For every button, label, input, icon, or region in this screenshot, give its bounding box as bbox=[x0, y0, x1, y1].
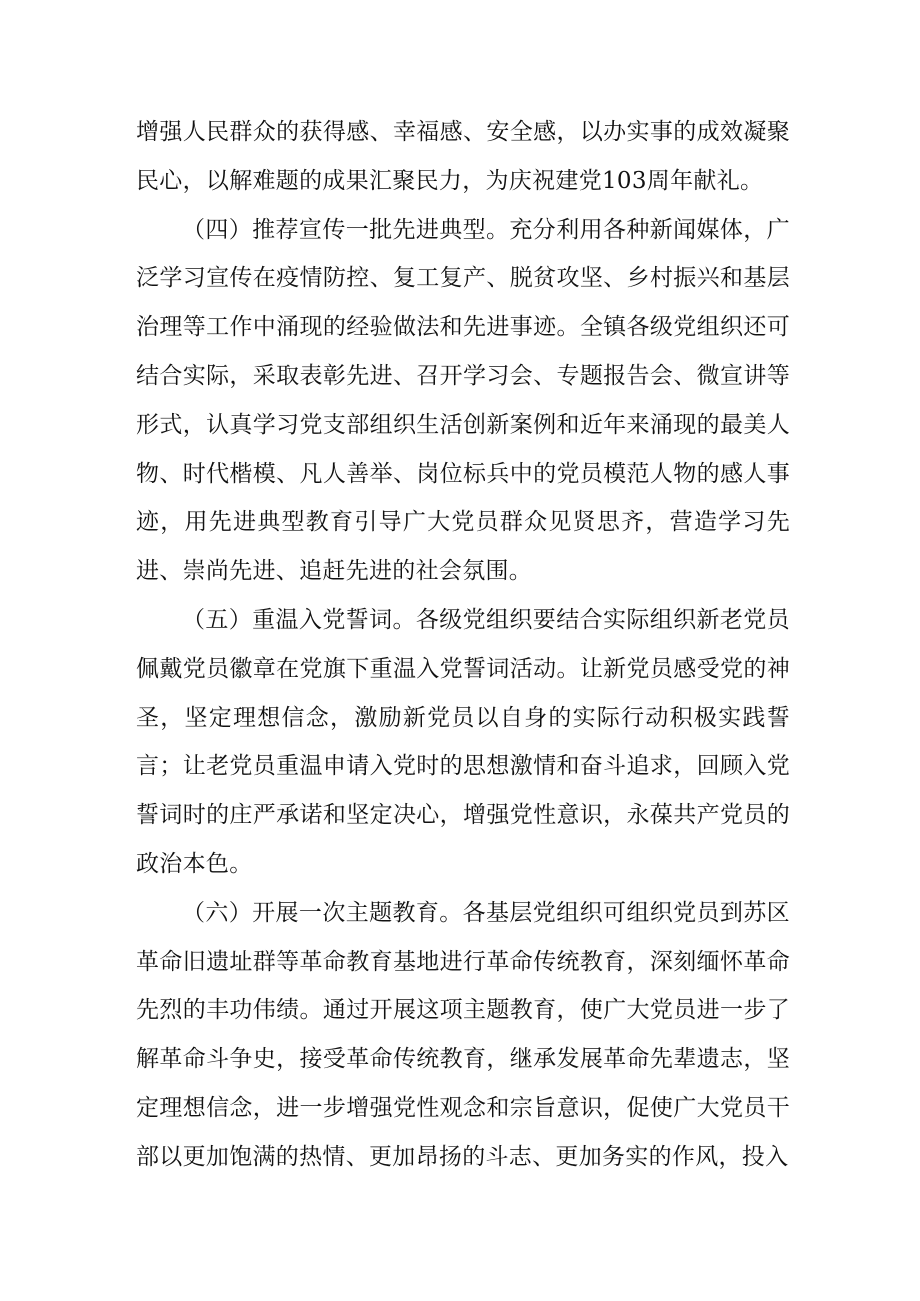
paragraph-section-4: （四）推荐宣传一批先进典型。充分利用各种新闻媒体，广泛学习宣传在疫情防控、复工复产、脱贫攻坚、乡村振兴和基层治理等工作中涌现的经验做法和先进事迹。全镇各级党组织还可结合实际，采取表彰先进、召开学习会、专题报告会、微宣讲等形式，认真学习党支部组织生活创新案例和近年来涌现的最美人物、时代楷模、凡人善举、岗位标兵中的党员模范人物的感人事迹，用先进典型教育引导广大党员群众见贤思齐，营造学习先进、崇尚先进、追赶先进的社会氛围。 bbox=[136, 216, 790, 585]
paragraph-section-5: （五）重温入党誓词。各级党组织要结合实际组织新老党员佩戴党员徽章在党旗下重温入党誓词活动。让新党员感受党的神圣，坚定理想信念，激励新党员以自身的实际行动积极实践誓言；让老党员重温申请入党时的思想激情和奋斗追求，回顾入党誓词时的庄严承诺和坚定决心，增强党性意识，永葆共产党员的政治本色。 bbox=[136, 606, 790, 877]
document-body bbox=[136, 108, 790, 1182]
paragraph-continuation: 增强人民群众的获得感、幸福感、安全感，以办实事的成效凝聚民心，以解难题的成果汇聚民力，为庆祝建党103周年献礼。 bbox=[136, 119, 790, 194]
paragraph-section-6: （六）开展一次主题教育。各基层党组织可组织党员到苏区革命旧遗址群等革命教育基地进行革命传统教育，深刻缅怀革命先烈的丰功伟绩。通过开展这项主题教育，使广大党员进一步了解革命斗争史，接受革命传统教育，继承发展革命先辈遗志，坚定理想信念，进一步增强党性观念和宗旨意识，促使广大党员干部以更加饱满的热情、更加昂扬的斗志、更加务实的作风，投入 bbox=[136, 899, 790, 1170]
